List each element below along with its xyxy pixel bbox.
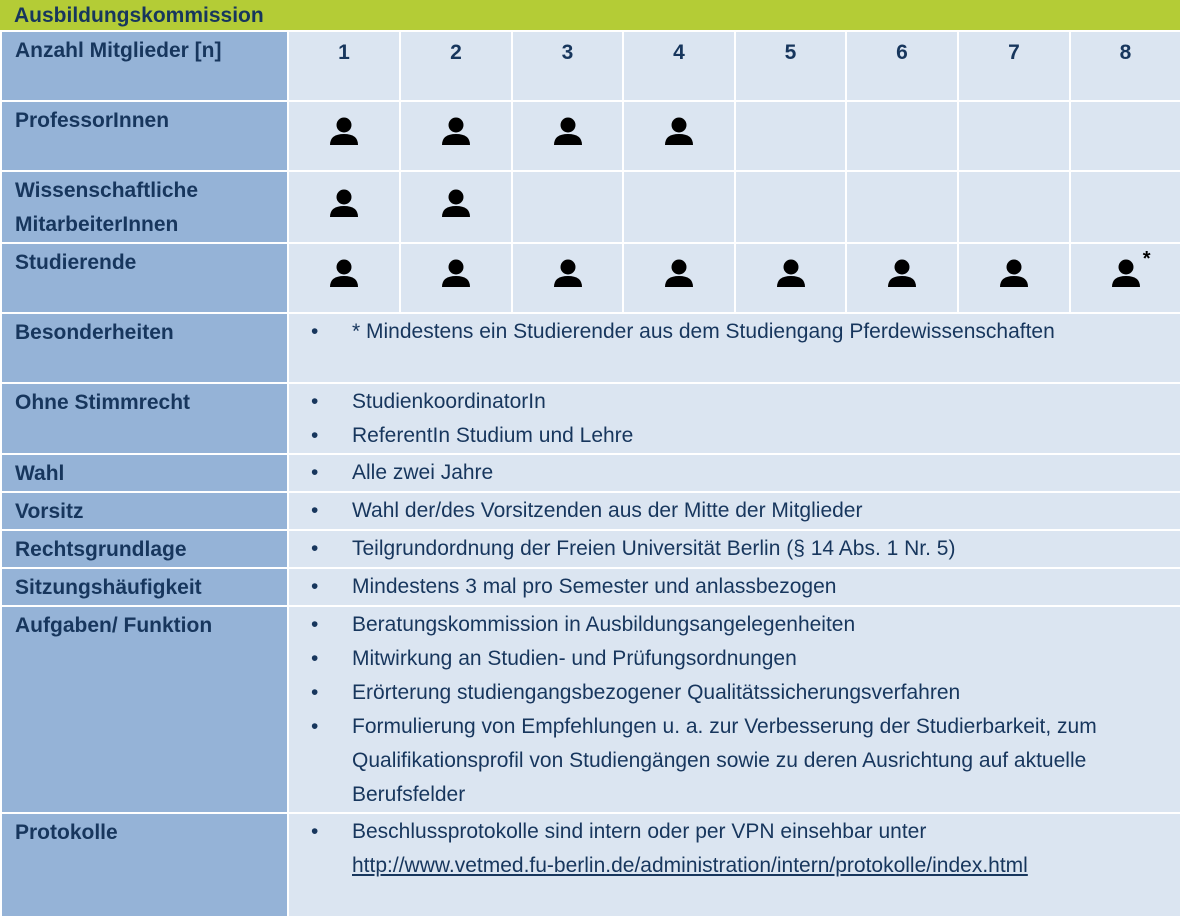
list-item: • ReferentIn Studium und Lehre — [301, 419, 1160, 453]
ohne-stimmrecht-content — [288, 383, 1180, 454]
member-number: 7 — [958, 31, 1070, 101]
row-ohne-stimmrecht — [1, 383, 1180, 454]
ohne-stimmrecht-list — [301, 385, 1160, 453]
member-slot — [512, 171, 623, 243]
member-slot — [400, 101, 512, 171]
person-icon — [885, 257, 919, 291]
wahl-list — [301, 456, 1160, 490]
list-item: • Mindestens 3 mal pro Semester und anlassbezogen — [301, 570, 1160, 604]
row-label-ohne-stimmrecht: Ohne Stimmrecht — [1, 383, 288, 454]
person-icon — [774, 257, 808, 291]
list-item: • StudienkoordinatorIn — [301, 385, 1160, 419]
list-item: • Alle zwei Jahre — [301, 456, 1160, 490]
vorsitz-list — [301, 494, 1160, 528]
header-row — [1, 31, 1180, 101]
member-number: 3 — [512, 31, 623, 101]
row-rechtsgrundlage — [1, 530, 1180, 568]
list-item: • Teilgrundordnung der Freien Universität Berlin (§ 14 Abs. 1 Nr. 5) — [301, 532, 1160, 566]
person-icon — [439, 257, 473, 291]
member-slot — [735, 171, 846, 243]
row-sitzungshaeufigkeit — [1, 568, 1180, 606]
member-slot — [512, 101, 623, 171]
list-item: • Formulierung von Empfehlungen u. a. zur Verbesserung der Studierbarkeit, zum Qualifikationsprofil von Studiengängen sowie zu deren Ausrichtung auf aktuelle Berufsfelder — [301, 710, 1160, 812]
commission-table — [0, 30, 1180, 918]
row-label-protokolle: Protokolle — [1, 813, 288, 917]
sitzungshaeufigkeit-content — [288, 568, 1180, 606]
person-icon — [327, 187, 361, 221]
member-slot — [288, 101, 400, 171]
row-label-professoren: ProfessorInnen — [1, 101, 288, 171]
sitzungshaeufigkeit-list — [301, 570, 1160, 604]
member-number: 5 — [735, 31, 846, 101]
member-number: 4 — [623, 31, 735, 101]
person-icon — [439, 115, 473, 149]
person-icon — [662, 115, 696, 149]
row-wahl — [1, 454, 1180, 492]
member-slot — [1070, 101, 1180, 171]
member-number: 2 — [400, 31, 512, 101]
list-item: • * Mindestens ein Studierender aus dem Studiengang Pferdewissenschaften — [301, 315, 1160, 349]
wahl-content — [288, 454, 1180, 492]
row-label-anzahl: Anzahl Mitglieder [n] — [1, 31, 288, 101]
rechtsgrundlage-content — [288, 530, 1180, 568]
row-aufgaben — [1, 606, 1180, 813]
person-icon — [327, 257, 361, 291]
member-slot — [1070, 243, 1180, 313]
member-number: 1 — [288, 31, 400, 101]
member-slot — [400, 243, 512, 313]
member-slot — [846, 171, 958, 243]
person-icon — [327, 115, 361, 149]
person-icon — [997, 257, 1031, 291]
vorsitz-content — [288, 492, 1180, 530]
member-slot — [1070, 171, 1180, 243]
protokolle-content — [288, 813, 1180, 917]
person-icon — [662, 257, 696, 291]
member-slot — [735, 101, 846, 171]
person-icon — [551, 115, 585, 149]
member-slot — [623, 243, 735, 313]
protokolle-text: Beschlussprotokolle sind intern oder per VPN einsehbar unter — [352, 820, 927, 843]
member-slot — [512, 243, 623, 313]
row-label-wahl: Wahl — [1, 454, 288, 492]
row-label-studierende: Studierende — [1, 243, 288, 313]
row-label-rechtsgrundlage: Rechtsgrundlage — [1, 530, 288, 568]
row-label-sitzungshaeufigkeit: Sitzungshäufigkeit — [1, 568, 288, 606]
row-label-vorsitz: Vorsitz — [1, 492, 288, 530]
list-item: • Beratungskommission in Ausbildungsangelegenheiten — [301, 608, 1160, 642]
member-slot — [400, 171, 512, 243]
member-slot — [958, 171, 1070, 243]
member-slot — [735, 243, 846, 313]
members-row-studierende — [1, 243, 1180, 313]
person-icon — [439, 187, 473, 221]
list-item: • Erörterung studiengangsbezogener Qualitätssicherungsverfahren — [301, 676, 1160, 710]
person-icon — [1109, 248, 1151, 291]
list-item — [301, 815, 1160, 883]
besonderheiten-content — [288, 313, 1180, 383]
member-slot — [288, 171, 400, 243]
aufgaben-list — [301, 608, 1160, 812]
row-label-aufgaben: Aufgaben/ Funktion — [1, 606, 288, 813]
member-slot — [958, 243, 1070, 313]
member-slot — [846, 101, 958, 171]
protokolle-list — [301, 815, 1160, 883]
besonderheiten-list — [301, 315, 1160, 349]
row-protokolle — [1, 813, 1180, 917]
asterisk-marker: * — [1142, 248, 1151, 270]
rechtsgrundlage-list — [301, 532, 1160, 566]
member-slot — [958, 101, 1070, 171]
list-item: • Mitwirkung an Studien- und Prüfungsordnungen — [301, 642, 1160, 676]
row-besonderheiten — [1, 313, 1180, 383]
members-row-wissenschaftliche — [1, 171, 1180, 243]
member-slot — [288, 243, 400, 313]
list-item: • Wahl der/des Vorsitzenden aus der Mitte der Mitglieder — [301, 494, 1160, 528]
member-slot — [846, 243, 958, 313]
member-slot — [623, 171, 735, 243]
member-slot — [623, 101, 735, 171]
person-icon — [551, 257, 585, 291]
member-number: 6 — [846, 31, 958, 101]
row-label-besonderheiten: Besonderheiten — [1, 313, 288, 383]
protokolle-link[interactable]: http://www.vetmed.fu-berlin.de/administration/intern/protokolle/index.html — [352, 854, 1028, 877]
row-vorsitz — [1, 492, 1180, 530]
member-number: 8 — [1070, 31, 1180, 101]
members-row-professoren — [1, 101, 1180, 171]
aufgaben-content — [288, 606, 1180, 813]
page-title: Ausbildungskommission — [0, 0, 1180, 30]
row-label-wissenschaftliche: Wissenschaftliche MitarbeiterInnen — [1, 171, 288, 243]
